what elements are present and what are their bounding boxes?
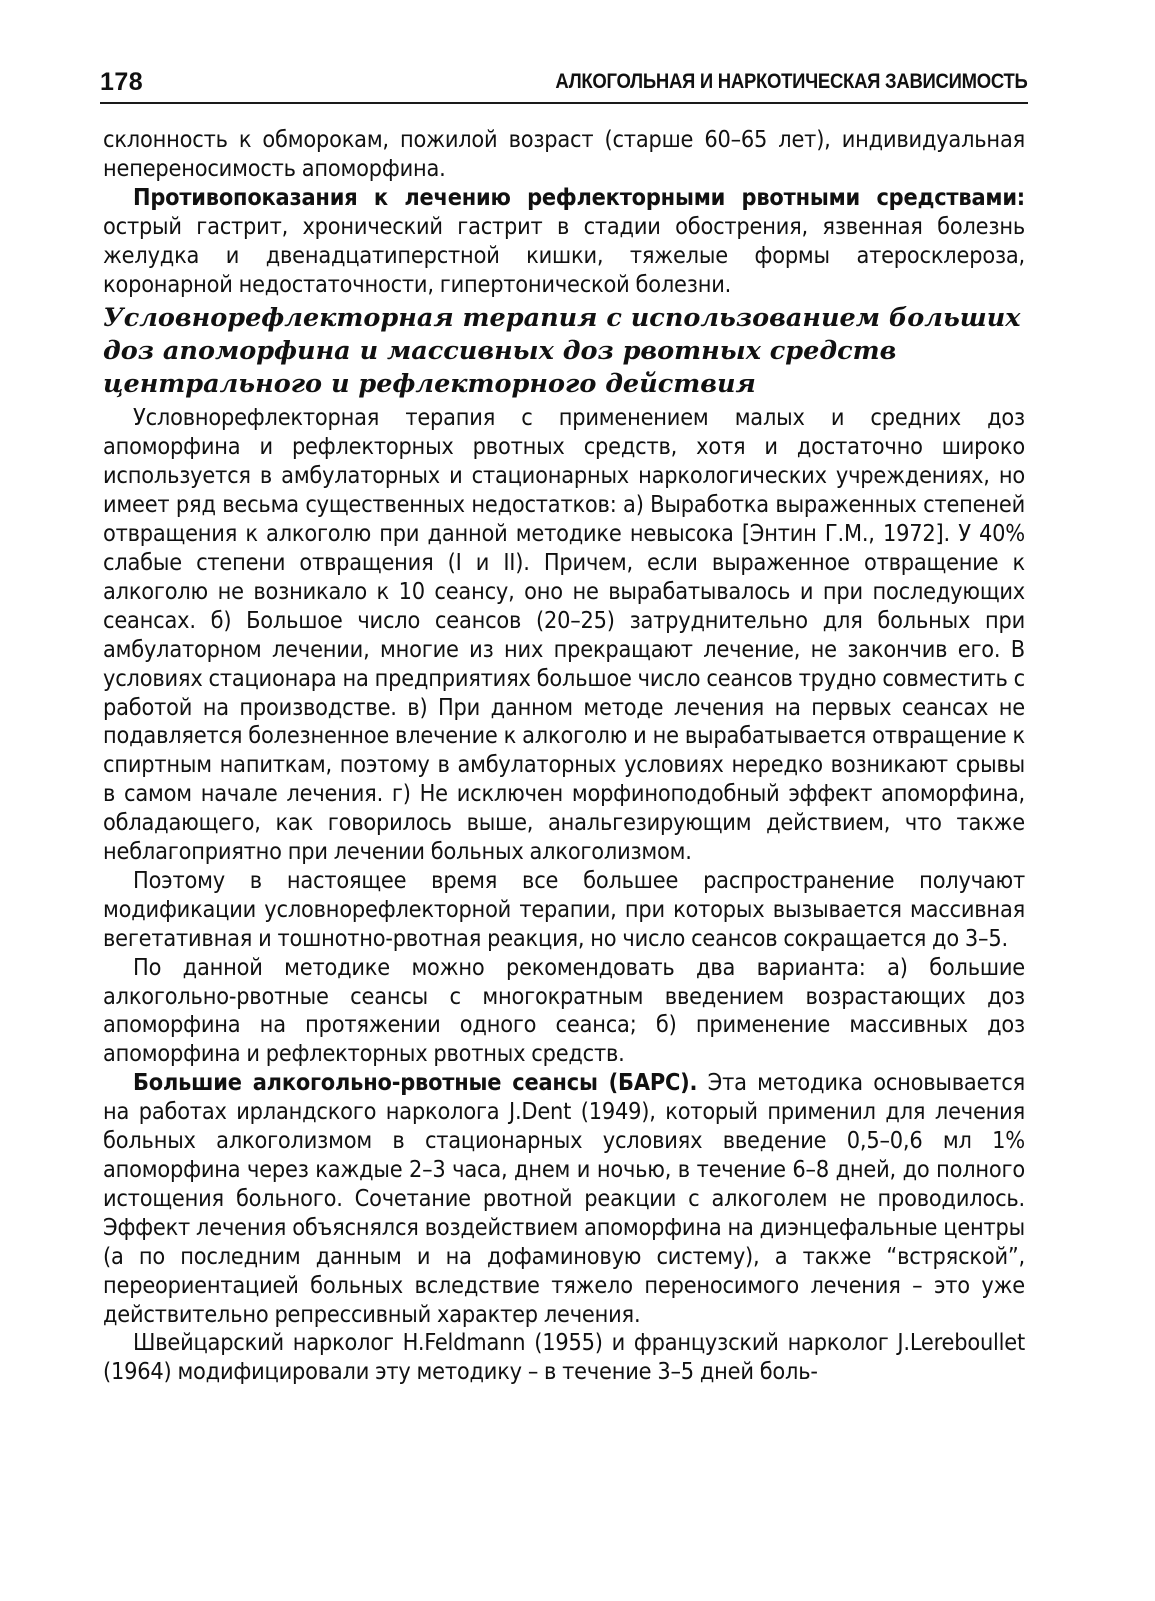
page-header <box>100 64 1028 104</box>
paragraph-feldmann: Швейцарский нарколог H.Feldmann (1955) и французский нарколог J.Lereboullet (1964) модифицировали эту методику – в течение 3–5 дней боль- <box>103 1329 1025 1386</box>
paragraph-continuation: склонность к обморокам, пожилой возраст (старше 60–65 лет), индивидуальная непереносимость апоморфина. <box>103 126 1025 182</box>
page-number: 178 <box>100 68 144 96</box>
section-heading: Условнорефлекторная терапия с использованием больших доз апоморфина и массивных доз рвотных средств центрального и рефлекторного действия <box>103 303 1021 400</box>
body-text <box>103 126 1025 1387</box>
contraindications-lead: Противопоказания к лечению рефлекторными рвотными средствами: <box>133 183 1025 211</box>
paragraph-variants: По данной методике можно рекомендовать два варианта: а) большие алкогольно-рвотные сеансы с многократным введением возрастающих доз апоморфина на протяжении одного сеанса; б) применение массивных доз апоморфина и рефлекторных рвотных средств. <box>103 953 1025 1068</box>
contraindications-text: острый гастрит, хронический гастрит в стадии обострения, язвенная болезнь желудка и двенадцатиперстной кишки, тяжелые формы атеросклероза, коронарной недостаточности, гипертонической болезни. <box>103 212 1025 298</box>
running-title: АЛКОГОЛЬНАЯ И НАРКОТИЧЕСКАЯ ЗАВИСИМОСТЬ <box>555 70 1028 93</box>
paragraph-contraindications <box>103 184 1025 300</box>
bars-lead: Большие алкогольно-рвотные сеансы (БАРС). <box>133 1069 698 1097</box>
paragraph-bars <box>103 1069 1025 1329</box>
bars-text: Эта методика основывается на работах ирландского нарколога J.Dent (1949), который применил для лечения больных алкоголизмом в стационарных условиях введение 0,5–0,6 мл 1% апоморфина через каждые 2–3 часа, днем и ночью, в течение 6–8 дней, до полного истощения больного. Сочетание рвотной реакции с алкоголем не проводилось. Эффект лечения объяснялся воздействием апоморфина на диэнцефальные центры (а по последним данным и на дофаминовую систему), а также “встряской”, переориентацией больных вследствие тяжело переносимого лечения – это уже действительно репрессивный характер лечения. <box>103 1069 1026 1328</box>
paragraph-therapy-drawbacks: Условнорефлекторная терапия с применением малых и средних доз апоморфина и рефлекторных рвотных средств, хотя и достаточно широко используется в амбулаторных и стационарных наркологических учреждениях, но имеет ряд весьма существенных недостатков: а) Выработка выраженных степеней отвращения к алкоголю при данной методике невысока [Энтин Г.М., 1972]. У 40% слабые степени отвращения (I и II). Причем, если выраженное отвращение к алкоголю не возникало к 10 сеансу, оно не вырабатывалось и при последующих сеансах. б) Большое число сеансов (20–25) затруднительно для больных при амбулаторном лечении, многие из них прекращают лечение, не закончив его. В условиях стационара на предприятиях большое число сеансов трудно совместить с работой на производстве. в) При данном методе лечения на первых сеансах не подавляется болезненное влечение к алкоголю и не вырабатывается отвращение к спиртным напиткам, поэтому в амбулаторных условиях нередко возникают срывы в самом начале лечения. г) Не исключен морфиноподобный эффект апоморфина, обладающего, как говорилось выше, анальгезирующим действием, что также неблагоприятно при лечении больных алкоголизмом. <box>103 404 1025 866</box>
paragraph-modifications: Поэтому в настоящее время все большее распространение получают модификации условнорефлекторной терапии, при которых вызывается массивная вегетативная и тошнотно-рвотная реакция, но число сеансов сокращается до 3–5. <box>103 866 1025 952</box>
